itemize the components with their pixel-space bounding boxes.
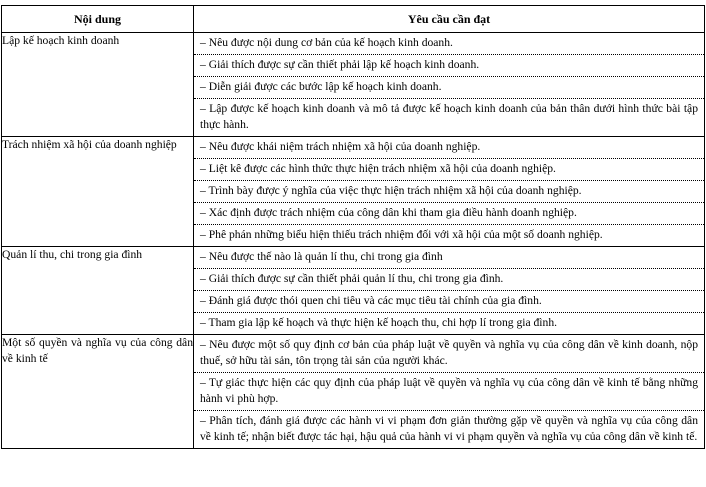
requirement-item: – Liệt kê được các hình thức thực hiện trách nhiệm xã hội của doanh nghiệp.	[194, 159, 704, 181]
requirement-item: – Nêu được nội dung cơ bản của kế hoạch kinh doanh.	[194, 33, 704, 55]
table-header-row	[2, 6, 705, 33]
requirement-item: – Nêu được khái niệm trách nhiệm xã hội của doanh nghiệp.	[194, 137, 704, 159]
requirement-item: – Nêu được thế nào là quản lí thu, chi trong gia đình	[194, 247, 704, 269]
table-row	[2, 335, 705, 449]
row-topic: Một số quyền và nghĩa vụ của công dân về kinh tế	[2, 335, 194, 449]
requirement-item: – Trình bày được ý nghĩa của việc thực hiện trách nhiệm xã hội của doanh nghiệp.	[194, 181, 704, 203]
requirement-item: – Đánh giá được thói quen chi tiêu và các mục tiêu tài chính của gia đình.	[194, 291, 704, 313]
row-topic: Trách nhiệm xã hội của doanh nghiệp	[2, 137, 194, 247]
requirement-item: – Phê phán những biểu hiện thiếu trách nhiệm đối với xã hội của một số doanh nghiệp.	[200, 228, 603, 241]
requirement-item: – Nêu được một số quy định cơ bản của pháp luật về quyền và nghĩa vụ của công dân về kinh doanh, nộp thuế, sở hữu tài sản, tôn trọng tài sản của người khác.	[194, 335, 704, 373]
requirement-item: – Tham gia lập kế hoạch và thực hiện kế hoạch thu, chi hợp lí trong gia đình.	[200, 316, 558, 329]
requirement-item: – Giải thích được sự cần thiết phải lập kế hoạch kinh doanh.	[194, 55, 704, 77]
requirement-item: – Xác định được trách nhiệm của công dân khi tham gia điều hành doanh nghiệp.	[194, 203, 704, 225]
row-requirements	[194, 247, 705, 335]
requirement-item: – Tự giác thực hiện các quy định của pháp luật về quyền và nghĩa vụ của công dân về kinh tế bằng những hành vi phù hợp.	[194, 373, 704, 411]
row-requirements	[194, 335, 705, 449]
header-requirements: Yêu cầu cần đạt	[194, 6, 705, 33]
curriculum-table	[1, 5, 705, 449]
requirement-item: – Giải thích được sự cần thiết phải quản lí thu, chi trong gia đình.	[194, 269, 704, 291]
table-row	[2, 137, 705, 247]
row-topic: Quản lí thu, chi trong gia đình	[2, 247, 194, 335]
requirement-item: – Phân tích, đánh giá được các hành vi vi phạm đơn giản thường gặp về quyền và nghĩa vụ của công dân về kinh tế; nhận biết được tác hại, hậu quả của hành vi vi phạm quyền và nghĩa vụ của công dân về kinh tế.	[200, 414, 698, 443]
table-row	[2, 33, 705, 137]
requirement-item: – Diễn giải được các bước lập kế hoạch kinh doanh.	[194, 77, 704, 99]
requirement-item: – Lập được kế hoạch kinh doanh và mô tả được kế hoạch kinh doanh của bản thân dưới hình thức bài tập thực hành.	[200, 102, 698, 131]
row-topic: Lập kế hoạch kinh doanh	[2, 33, 194, 137]
row-requirements	[194, 33, 705, 137]
row-requirements	[194, 137, 705, 247]
table-row	[2, 247, 705, 335]
header-content: Nội dung	[2, 6, 194, 33]
